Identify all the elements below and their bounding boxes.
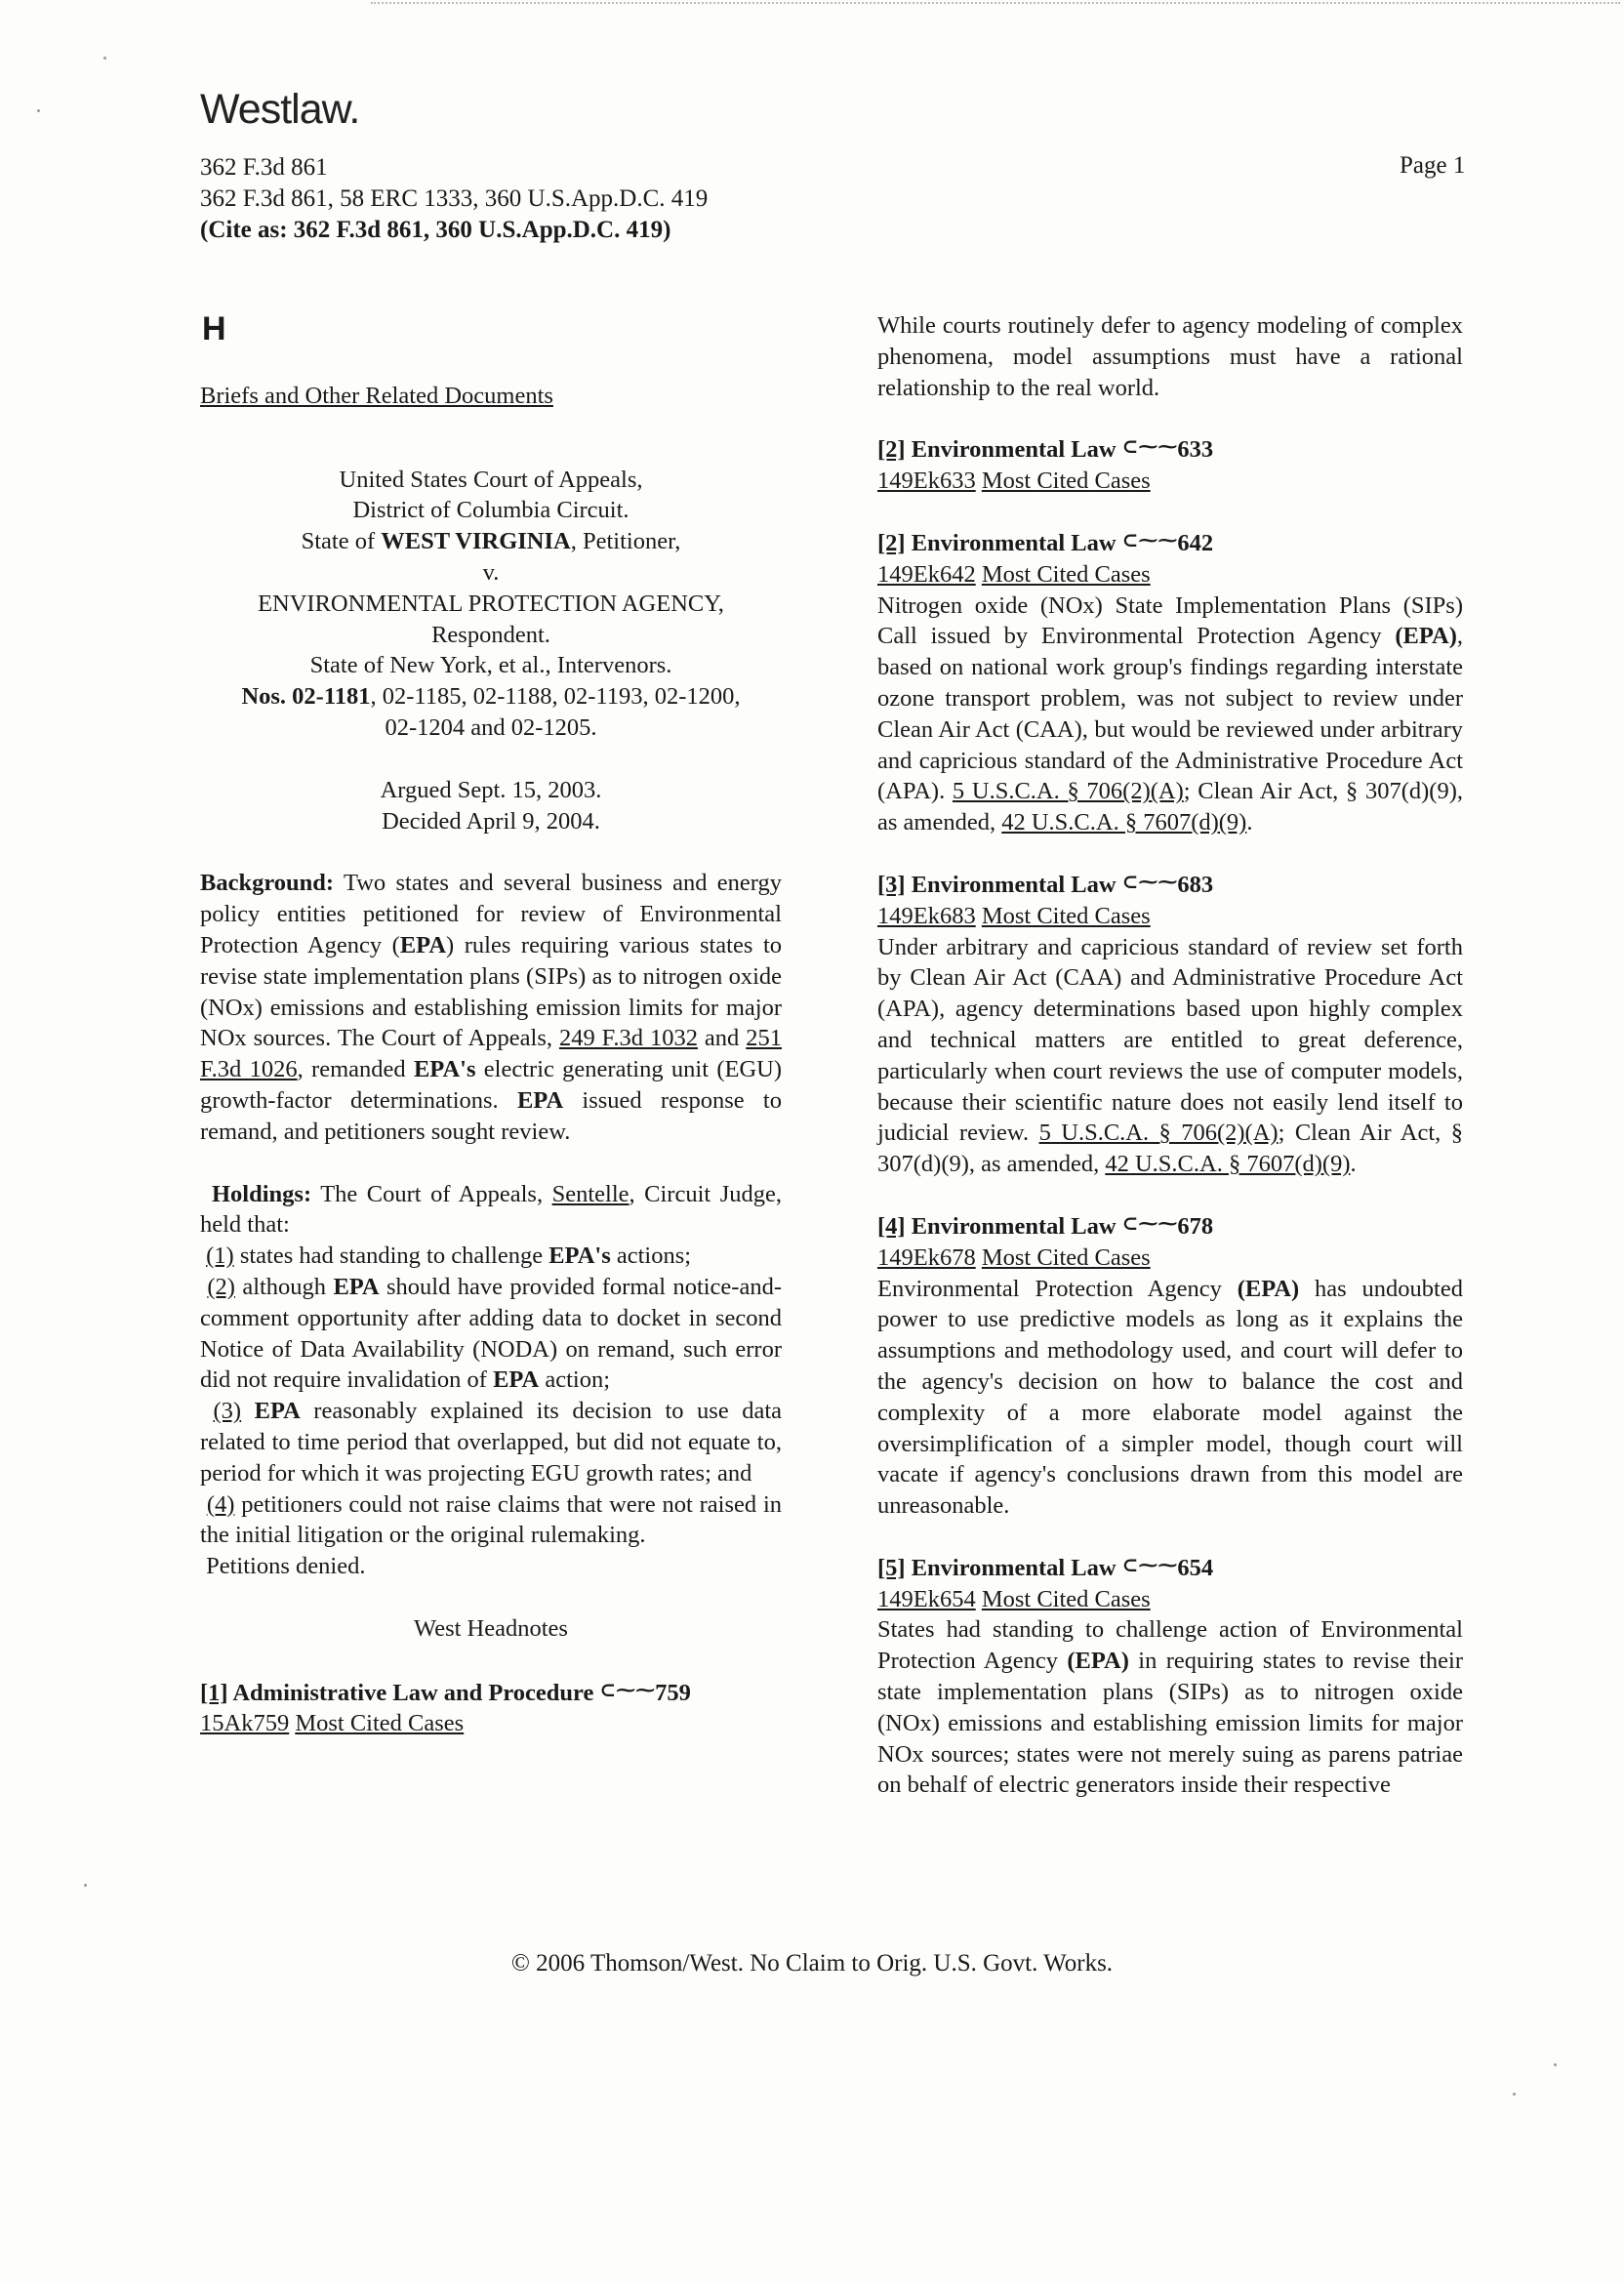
statute-link[interactable]: 5 U.S.C.A. § 706(2)(A) xyxy=(952,778,1184,805)
headnote-1-text: While courts routinely defer to agency modeling of complex phenomena, model assumptions must have a rational relationship to the real world. xyxy=(877,312,1463,401)
headnote-codes xyxy=(877,1243,1463,1274)
left-column xyxy=(200,310,782,1739)
scan-speck xyxy=(1554,2063,1557,2066)
most-cited-cases-link[interactable]: Most Cited Cases xyxy=(295,1710,465,1737)
petitioner: State of WEST VIRGINIA, Petitioner, xyxy=(301,528,681,555)
citation-link[interactable]: 251 F.3d 1026 xyxy=(200,1025,783,1083)
headnote-1 xyxy=(200,1676,782,1740)
holdings-intro: Holdings: The Court of Appeals, Sentelle, Circuit Judge, held that: xyxy=(200,1180,782,1239)
headnote-text: Under arbitrary and capricious standard of review set forth by Clean Air Act (CAA) and Administrative Procedure Act (APA), agency determinations based upon highly complex and technical matters are entitled to great deference, particularly when court reviews the use of computer models, because their scientific nature does not easily lend itself to judicial review. 5 U.S.C.A. § 706(2)(A); Clean Air Act, § 307(d)(9), as amended, 42 U.S.C.A. § 7607(d)(9). xyxy=(877,933,1464,1178)
key-number-link[interactable]: 149Ek678 xyxy=(877,1243,976,1271)
key-symbol-icon[interactable]: ⊂⁓⁓ xyxy=(599,1679,656,1701)
most-cited-cases-link[interactable]: Most Cited Cases xyxy=(981,1243,1151,1271)
headnote-codes xyxy=(877,559,1463,591)
headnote-5 xyxy=(877,1551,1463,1801)
key-symbol-icon[interactable]: ⊂⁓⁓ xyxy=(1121,529,1178,551)
headnote-number-link[interactable]: [5] xyxy=(877,1554,906,1581)
right-column xyxy=(877,310,1463,1801)
citation-link[interactable]: 249 F.3d 1032 xyxy=(558,1025,698,1052)
headnote-2a xyxy=(877,432,1463,497)
key-number-link[interactable]: 149Ek633 xyxy=(877,468,976,495)
key-symbol-icon[interactable]: ⊂⁓⁓ xyxy=(1121,871,1178,893)
most-cited-cases-link[interactable]: Most Cited Cases xyxy=(981,902,1151,929)
headnote-codes xyxy=(200,1708,782,1739)
headnote-codes xyxy=(877,901,1463,932)
page-number: Page 1 xyxy=(1400,152,1466,179)
most-cited-cases-link[interactable]: Most Cited Cases xyxy=(981,1585,1151,1612)
statute-link[interactable]: 42 U.S.C.A. § 7607(d)(9) xyxy=(1105,1151,1351,1178)
scan-speck xyxy=(1513,2093,1516,2096)
headnote-ref-link[interactable]: (3) xyxy=(213,1398,242,1425)
citation-block xyxy=(200,152,708,246)
cite-as-line: (Cite as: 362 F.3d 861, 360 U.S.App.D.C. 419) xyxy=(200,217,671,243)
respondent: ENVIRONMENTAL PROTECTION AGENCY, xyxy=(258,590,724,617)
headnote-number-link[interactable]: [4] xyxy=(877,1212,906,1240)
scan-speck xyxy=(103,57,106,60)
headnote-text: States had standing to challenge action of Environmental Protection Agency (EPA) in requiring states to revise their state implementation plans (SIPs) as to nitrogen oxide (NOx) emissions and establishing emission limits for major NOx sources; states were not merely suing as parens patriae on behalf of electric generators inside their respective xyxy=(877,1616,1464,1799)
headnote-codes xyxy=(877,1584,1463,1615)
headnote-ref-link[interactable]: (2) xyxy=(207,1273,235,1300)
headnote-ref-link[interactable]: (1) xyxy=(206,1243,234,1270)
key-number-link[interactable]: 149Ek654 xyxy=(877,1585,976,1612)
versus: v. xyxy=(482,558,500,586)
most-cited-cases-link[interactable]: Most Cited Cases xyxy=(981,468,1151,495)
holding-item: (2) although EPA should have provided formal notice-and-comment opportunity after adding data to docket in second Notice of Data Availability (NODA) on remand, such error did not require invalidation of EPA action; xyxy=(200,1273,782,1394)
respondent-role: Respondent. xyxy=(431,621,550,648)
statute-link[interactable]: 5 U.S.C.A. § 706(2)(A) xyxy=(1038,1120,1279,1147)
docket-numbers-cont: 02-1204 and 02-1205. xyxy=(385,713,597,741)
most-cited-cases-link[interactable]: Most Cited Cases xyxy=(981,560,1151,588)
headnote-text: Nitrogen oxide (NOx) State Implementation Plans (SIPs) Call issued by Environmental Protection Agency (EPA), based on national work group's findings regarding interstate ozone transport problem, was not subject to review under Clean Air Act (CAA), but would be reviewed under arbitrary and capricious standard of the Administrative Procedure Act (APA). 5 U.S.C.A. § 706(2)(A); Clean Air Act, § 307(d)(9), as amended, 42 U.S.C.A. § 7607(d)(9). xyxy=(877,591,1463,836)
intervenors: State of New York, et al., Intervenors. xyxy=(309,652,672,679)
holding-item: (4) petitioners could not raise claims that were not raised in the initial litigation or the original rulemaking. xyxy=(200,1490,783,1549)
headnote-text: Environmental Protection Agency (EPA) has undoubted power to use predictive models as long as it explains the assumptions and methodology used, and court will defer to the agency's decision on how to balance the cost and complexity of a more elaborate model against the oversimplification of a simpler model, though court will vacate if agency's conclusions drawn from this model are unreasonable. xyxy=(877,1275,1463,1520)
copyright-footer: © 2006 Thomson/West. No Claim to Orig. U.S. Govt. Works. xyxy=(510,1950,1114,1976)
headnote-3 xyxy=(877,868,1463,1180)
holding-item: (1) states had standing to challenge EPA's actions; xyxy=(206,1243,692,1270)
holding-item: (3) EPA reasonably explained its decision to use data related to time period that overlapped, but did not equate to, period for which it was projecting EGU growth rates; and xyxy=(200,1398,783,1487)
scan-top-edge xyxy=(371,2,1620,4)
key-symbol-icon[interactable]: ⊂⁓⁓ xyxy=(1121,1554,1178,1576)
background-paragraph: Background: Two states and several business and energy policy entities petitioned for review of Environmental Protection Agency (EPA) rules requiring various states to revise state implementation plans (SIPs) as to nitrogen oxide (NOx) emissions and establishing emission limits for major NOx sources. The Court of Appeals, 249 F.3d 1032 and 251 F.3d 1026, remanded EPA's electric generating unit (EGU) growth-factor determinations. EPA issued response to remand, and petitioners sought review. xyxy=(200,870,783,1145)
headnote-number-link[interactable]: [3] xyxy=(877,871,906,898)
headnote-title: [2] Environmental Law ⊂⁓⁓633 xyxy=(877,432,1463,466)
key-number-link[interactable]: 15Ak759 xyxy=(200,1710,290,1737)
argued-date: Argued Sept. 15, 2003. xyxy=(380,776,602,803)
key-number-link[interactable]: 149Ek642 xyxy=(877,560,976,588)
key-symbol-icon[interactable]: ⊂⁓⁓ xyxy=(1121,436,1178,459)
scan-speck xyxy=(37,109,40,112)
statute-link[interactable]: 42 U.S.C.A. § 7607(d)(9) xyxy=(1001,809,1247,836)
headnote-title: [5] Environmental Law ⊂⁓⁓654 xyxy=(877,1551,1463,1584)
headnote-number-link[interactable]: [2] xyxy=(877,436,906,464)
briefs-link[interactable]: Briefs and Other Related Documents xyxy=(200,382,553,409)
key-symbol-icon[interactable]: ⊂⁓⁓ xyxy=(1121,1212,1178,1235)
decided-date: Decided April 9, 2004. xyxy=(382,807,600,835)
headnote-number-link[interactable]: [2] xyxy=(877,529,906,556)
cite-line: 362 F.3d 861 xyxy=(200,154,328,181)
westlaw-logo: Westlaw. xyxy=(200,86,360,133)
court-circuit: District of Columbia Circuit. xyxy=(352,497,629,524)
court-name: United States Court of Appeals, xyxy=(339,466,643,493)
headnote-number-link[interactable]: [1] xyxy=(200,1679,228,1706)
history-flag-icon[interactable]: H xyxy=(202,310,226,347)
headnote-codes xyxy=(877,466,1463,497)
cite-line: 362 F.3d 861, 58 ERC 1333, 360 U.S.App.D.C. 419 xyxy=(200,185,709,212)
headnote-4 xyxy=(877,1209,1463,1522)
headnote-ref-link[interactable]: (4) xyxy=(206,1490,235,1518)
case-caption xyxy=(200,465,782,837)
scan-speck xyxy=(84,1884,87,1887)
headnote-title: [2] Environmental Law ⊂⁓⁓642 xyxy=(877,526,1463,559)
headnote-title: [1] Administrative Law and Procedure ⊂⁓⁓759 xyxy=(200,1676,782,1709)
disposition: Petitions denied. xyxy=(206,1553,366,1580)
key-number-link[interactable]: 149Ek683 xyxy=(877,902,976,929)
headnote-2b xyxy=(877,526,1463,838)
headnote-title: [3] Environmental Law ⊂⁓⁓683 xyxy=(877,868,1463,901)
headnote-title: [4] Environmental Law ⊂⁓⁓678 xyxy=(877,1209,1463,1243)
west-headnotes-heading: West Headnotes xyxy=(414,1614,568,1642)
judge-link[interactable]: Sentelle xyxy=(551,1180,629,1207)
docket-numbers: Nos. 02-1181, 02-1185, 02-1188, 02-1193, 02-1200, xyxy=(241,683,741,711)
